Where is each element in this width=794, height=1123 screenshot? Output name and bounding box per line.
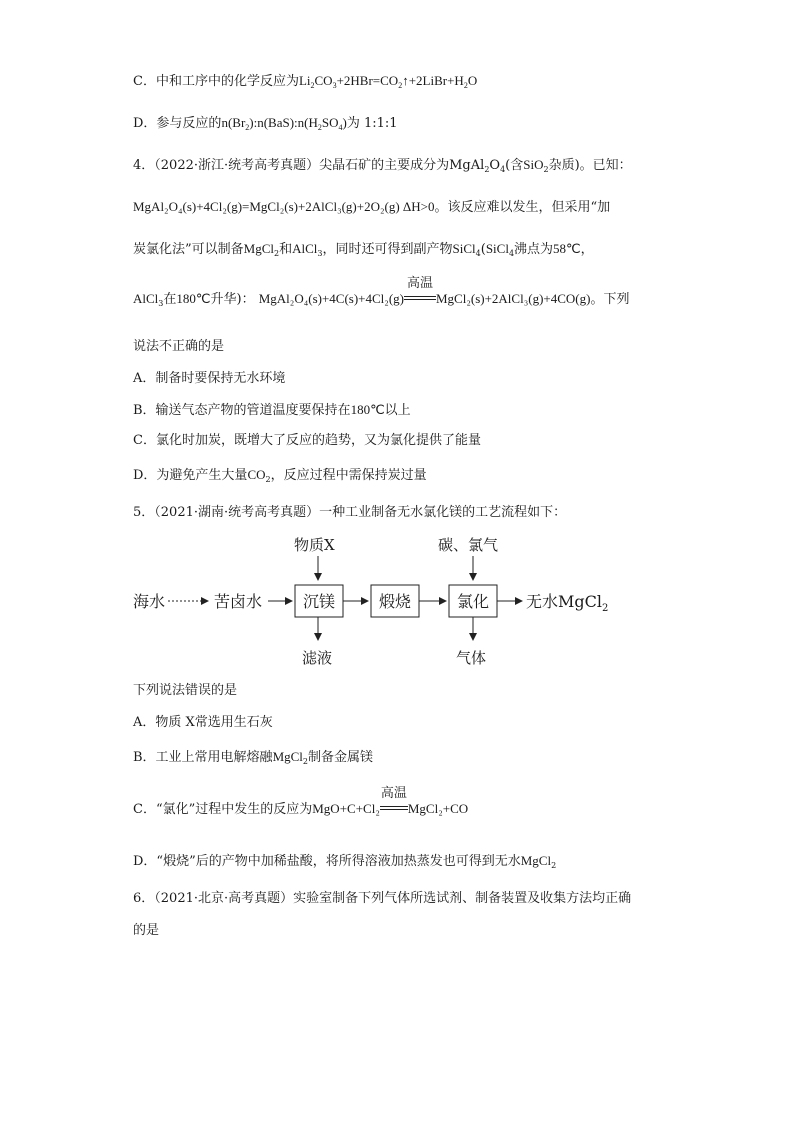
q5-option-d: D．“煅烧”后的产物中加稀盐酸，将所得溶液加热蒸发也可得到无水MgCl$_2$ [133,853,557,870]
seawater-label: 海水 [133,592,166,611]
q5-option-c: C．“氯化”过程中发生的反应为MgO+C+Cl₂ 高温 MgCl₂+CO [133,786,469,817]
high-temp-condition: 高温 [380,801,408,819]
step-precipitate-label: 沉镁 [302,592,336,611]
q4-line-4: AlCl$_3$在180℃升华)： MgAl₂O₄(s)+4C(s)+4Cl₂(g) 高温 MgCl₂(s)+2AlCl₃(g)+4CO(g)。下列 [133,276,630,308]
q5-stem: 5．（2021·湖南·统考高考真题）一种工业制备无水氯化镁的工艺流程如下： [133,505,567,520]
q6-line-2: 的是 [133,923,160,938]
q3-option-c: C．中和工序中的化学反应为$Li_2CO_3+2HBr=CO_2↑+2LiBr+H_2O$ [133,73,478,90]
input-carbon-chlorine: 碳、氯气 [438,536,499,554]
q4-option-c: C．氯化时加炭，既增大了反应的趋势，又为氯化提供了能量 [133,433,481,448]
q5-ask: 下列说法错误的是 [133,683,238,698]
q5-option-b: B．工业上常用电解熔融MgCl$_2$制备金属镁 [133,749,374,766]
q4-option-a: A．制备时要保持无水环境 [133,371,286,386]
step-chlorinate-label: 氯化 [456,592,490,611]
output-filtrate: 滤液 [302,649,333,667]
q4-stem: 4．（2022·浙江·统考高考真题）尖晶石矿的主要成分为$MgAl_2O_4$(含SiO$_2$杂质)。已知： [133,157,632,174]
input-substance-x: 物质X [294,536,335,554]
q3-option-d: D．参与反应的$n(Br_2):n(BaS):n(H_2SO_4)$为 1:1:1 [133,115,398,132]
q4-line-3: 炭氯化法”可以制备MgCl$_2$和AlCl$_3$，同时还可得到副产物SiCl$_4$(SiCl$_4$沸点为58℃， [133,241,594,258]
q5-option-a: A．物质 X常选用生石灰 [133,715,273,730]
output-gas: 气体 [456,649,487,667]
process-flow-diagram [0,530,794,670]
q6-line-1: 6．（2021·北京·高考真题）实验室制备下列气体所选试剂、制备装置及收集方法均正确 [133,891,632,906]
bittern-label: 苦卤水 [214,592,263,611]
q4-line-5: 说法不正确的是 [133,339,225,354]
q4-option-d: D．为避免产生大量$CO_2$，反应过程中需保持炭过量 [133,467,427,484]
q4-equation-1: MgAl₂O₄(s)+4Cl₂(g)=MgCl₂(s)+2AlCl₃(g)+2O₂(g) ΔH>0。该反应难以发生，但采用“加 [133,199,611,215]
high-temp-condition: 高温 [404,291,436,309]
step-calcine-label: 煅烧 [378,592,412,611]
q4-option-b: B．输送气态产物的管道温度要保持在180℃以上 [133,402,411,418]
product-label: 无水MgCl$_2$ [526,592,609,614]
